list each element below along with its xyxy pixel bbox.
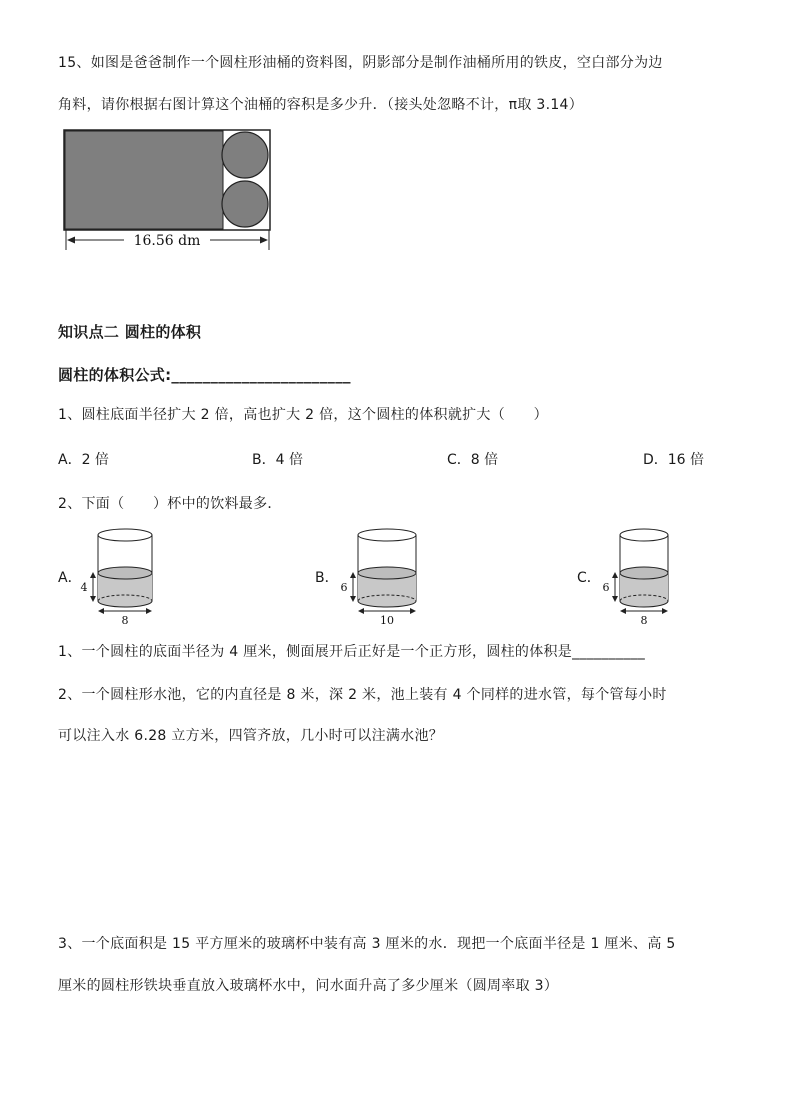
fill1-question: 1、一个圆柱的底面半径为 4 厘米，侧面展开后正好是一个正方形，圆柱的体积是__________ — [58, 644, 646, 660]
cup-b-label: B． — [315, 570, 339, 586]
lateral-surface-shaded — [65, 131, 223, 229]
cup-b-height: 6 — [340, 581, 348, 594]
mc2-question: 2、下面（ ）杯中的饮料最多． — [58, 496, 282, 512]
mc1-option-b: B．4 倍 — [252, 452, 303, 468]
mc1-option-c: C．8 倍 — [447, 452, 499, 468]
cup-a-height: 4 — [80, 581, 88, 594]
section-title: 知识点二 圆柱的体积 — [58, 323, 202, 341]
q15-text-line1: 15、如图是爸爸制作一个圆柱形油桶的资料图，阴影部分是制作油桶所用的铁皮，空白部分为边 — [58, 55, 663, 71]
cup-a-width: 8 — [121, 614, 129, 627]
cup-c-height: 6 — [602, 581, 610, 594]
formula-prompt: 圆柱的体积公式:_______________________ — [58, 366, 351, 384]
cup-a-figure — [78, 525, 158, 627]
arrowhead-right — [260, 237, 268, 244]
word3-line1: 3、一个底面积是 15 平方厘米的玻璃杯中装有高 3 厘米的水．现把一个底面半径是 1 厘米、高 5 — [58, 936, 676, 952]
mc1-option-a: A．2 倍 — [58, 452, 109, 468]
cup-c-figure — [597, 525, 677, 627]
word2-line2: 可以注入水 6.28 立方米，四管齐放，几小时可以注满水池？ — [58, 728, 444, 744]
cup-b-width: 10 — [380, 614, 394, 627]
cup-b-figure — [336, 525, 422, 627]
mc1-question: 1、圆柱底面半径扩大 2 倍，高也扩大 2 倍，这个圆柱的体积就扩大（ ） — [58, 407, 548, 423]
word2-line1: 2、一个圆柱形水池，它的内直径是 8 米，深 2 米，池上装有 4 个同样的进水管，每个管每小时 — [58, 687, 667, 703]
oil-drum-figure — [62, 128, 284, 258]
cup-a-label: A． — [58, 570, 82, 586]
mc1-option-d: D．16 倍 — [643, 452, 705, 468]
base-circle-bottom — [222, 181, 268, 227]
cup-c-width: 8 — [640, 614, 648, 627]
word3-line2: 厘米的圆柱形铁块垂直放入玻璃杯水中，问水面升高了多少厘米（圆周率取 3） — [58, 978, 559, 994]
dimension-label: 16.56 dm — [133, 233, 201, 249]
base-circle-top — [222, 132, 268, 178]
cup-c-label: C． — [577, 570, 601, 586]
q15-text-line2: 角料，请你根据右图计算这个油桶的容积是多少升．（接头处忽略不计，π取 3.14） — [58, 97, 584, 113]
arrowhead-left — [67, 237, 75, 244]
